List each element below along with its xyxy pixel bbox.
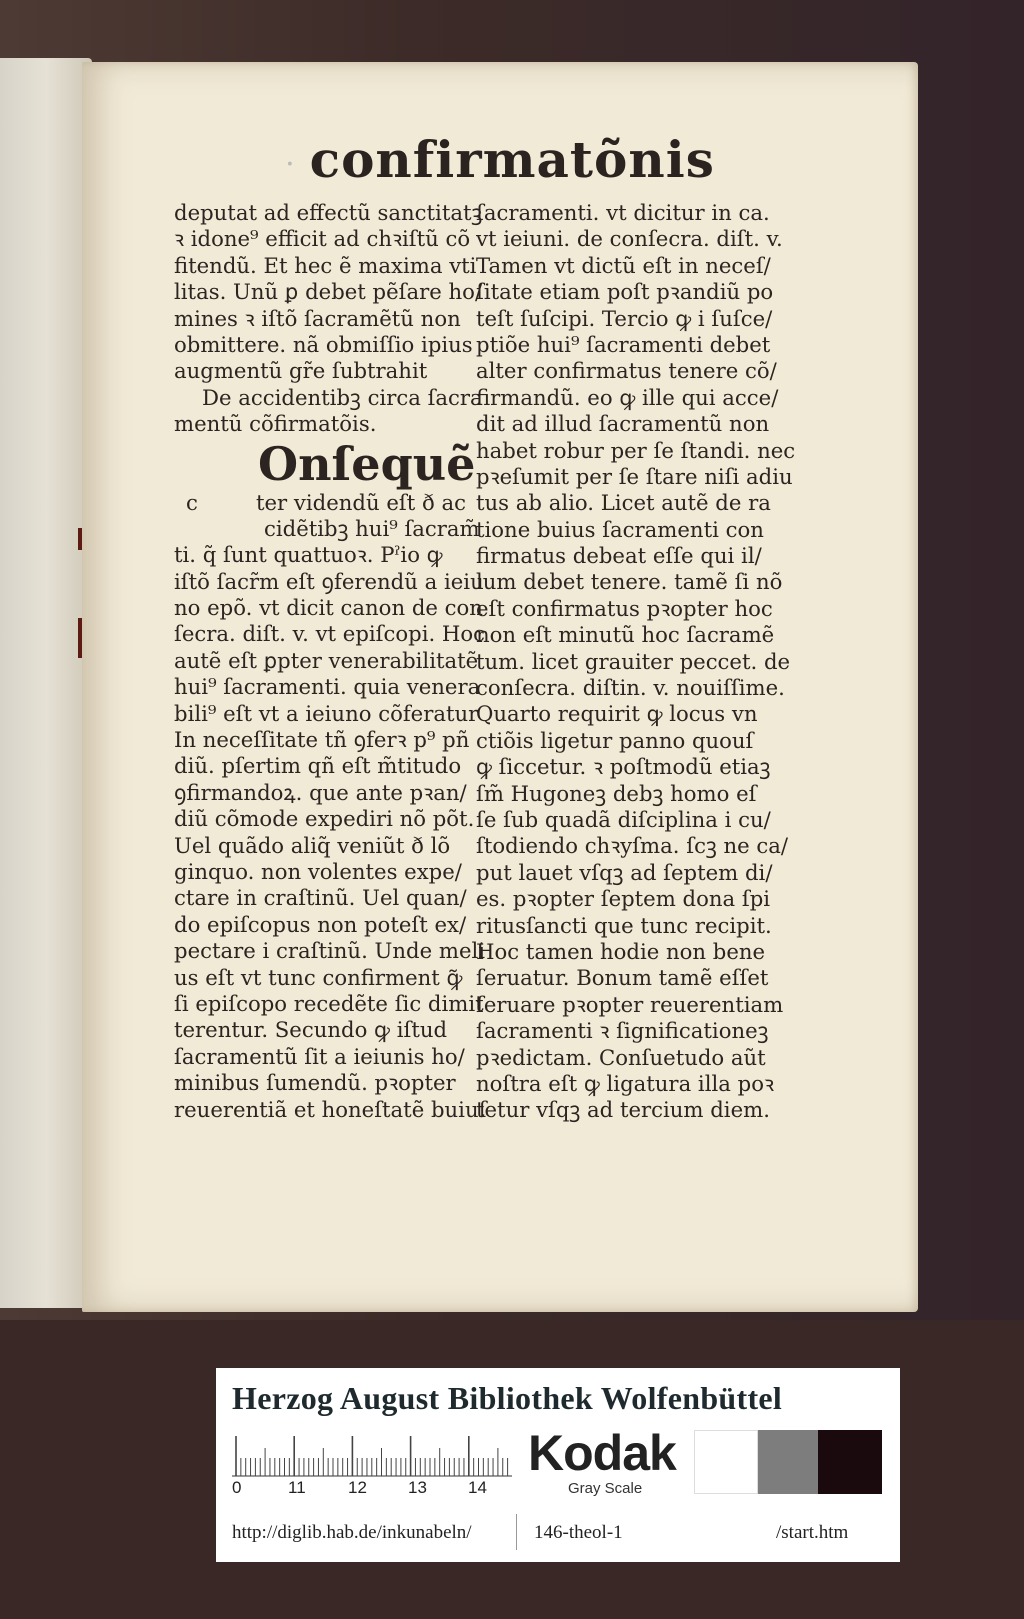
url-id: 146-theol-1: [534, 1522, 623, 1543]
gray-scale-label: Gray Scale: [568, 1480, 643, 1497]
text-line: reuerentiã et honeſtatẽ buiuſ: [174, 1096, 487, 1122]
text-line: Quarto requirit ꝙ locus vn: [476, 701, 758, 727]
facing-page-edge: [0, 58, 92, 1308]
text-line: conſecra. diſtin. v. nouiſſime.: [476, 675, 785, 701]
text-line: no epõ. vt dicit canon de con: [174, 595, 483, 621]
ruler-label: 11: [288, 1478, 306, 1497]
text-line: ꝛ idone⁹ efficit ad chꝛiſtũ cõ: [174, 226, 471, 252]
text-line: habet robur per ſe ſtandi. nec: [476, 437, 796, 463]
text-line: alter confirmatus tenere cõ/: [476, 358, 777, 384]
text-line: Uel quãdo aliq̃ veniũt ð lõ: [174, 832, 451, 858]
text-line: ſi epiſcopo recedẽte ſic dimit: [174, 990, 484, 1016]
decorated-initial: Onſequẽ: [258, 436, 476, 491]
text-line: ꝯfirmandoꝝ. que ante pꝛan/: [174, 779, 467, 805]
institution-name: Herzog August Bibliothek Wolfenbüttel: [232, 1380, 783, 1416]
text-line: ctare in craſtinũ. Uel quan/: [174, 885, 467, 911]
text-line: pꝛedictam. Conſuetudo aũt: [476, 1044, 766, 1070]
text-line: terentur. Secundo ꝙ iſtud: [174, 1017, 448, 1043]
page-title-text: confirmatõnis: [309, 130, 715, 189]
text-line: In neceſſitate tñ ꝯferꝛ p⁹ pñ: [174, 727, 470, 753]
book-page: [82, 62, 918, 1312]
kodak-logo: Kodak: [528, 1425, 676, 1481]
divider: [516, 1514, 517, 1550]
text-line: non eſt minutũ hoc ſacramẽ: [476, 622, 775, 648]
text-line: lum debet tenere. tamẽ ſi nõ: [476, 569, 783, 595]
section-heading-line: De accidentibꝫ circa ſacra: [202, 384, 483, 410]
text-line: put lauet vſqꝫ ad ſeptem di/: [476, 859, 773, 885]
ruler-label: 13: [408, 1478, 427, 1497]
text-line: minibus ſumendũ. pꝛopter: [174, 1070, 456, 1096]
text-line: ſtodiendo chꝛyſma. ſcꝫ ne ca/: [476, 833, 789, 859]
right-column: [476, 200, 836, 1124]
text-line: ctiõis ligetur panno quouſ: [476, 727, 754, 753]
text-line: diũ cõmode expediri nõ põt.: [174, 806, 475, 832]
section-heading-line: mentũ cõfirmatõis.: [174, 411, 377, 437]
guide-letter: c: [186, 489, 198, 515]
text-line: deputat ad effectũ sanctitatꝫ: [174, 200, 483, 225]
measurement-ruler: [232, 1430, 512, 1478]
swatch-gray: [758, 1430, 818, 1494]
page-title: [82, 130, 918, 189]
text-line: ptiõe hui⁹ ſacramenti debet: [476, 331, 771, 357]
text-line: pectare i craſtinũ. Unde meli: [174, 938, 486, 964]
text-line: bili⁹ eſt vt a ieiuno cõferatur: [174, 700, 479, 726]
text-line: ſitate etiam poſt pꝛandiũ po: [476, 279, 774, 305]
text-line: eſt confirmatus pꝛopter hoc: [476, 595, 773, 621]
swatch-black: [818, 1430, 882, 1494]
text-line: autẽ eſt ꝑpter venerabilitatẽ: [174, 647, 479, 673]
text-line: tione buius ſacramenti con: [476, 516, 764, 542]
text-line: us eſt vt tunc confirment ꝙ̃: [174, 964, 463, 990]
ruler-labels: [232, 1478, 512, 1504]
text-line: ſacramentũ ſit a ieiunis ho/: [174, 1043, 465, 1069]
text-line: dit ad illud ſacramentũ non: [476, 411, 770, 437]
text-line: Hoc tamen hodie non bene: [476, 938, 766, 964]
card-footer: [216, 1512, 900, 1552]
url-suffix: /start.htm: [776, 1522, 849, 1543]
text-line: ſacramenti ꝛ ſignificationeꝫ: [476, 1018, 769, 1044]
text-line: ginquo. non volentes expe/: [174, 858, 462, 884]
text-line: litas. Unũ ꝑ debet pẽſare ho/: [174, 279, 483, 305]
text-line: firmandũ. eo ꝙ ille qui acce/: [476, 384, 779, 410]
text-line: ſacramenti. vt dicitur in ca.: [476, 200, 770, 225]
text-line: mines ꝛ iſtõ ſacramẽtũ non: [174, 305, 461, 331]
text-line: ſm̃ Hugoneꝫ debꝫ homo eſ: [476, 780, 757, 806]
text-line: es. pꝛopter ſeptem dona ſpi: [476, 886, 771, 912]
text-line: noſtra eſt ꝙ ligatura illa poꝛ: [476, 1070, 774, 1096]
text-line: ſeruatur. Bonum tamẽ eſſet: [476, 965, 769, 991]
text-line: tum. licet grauiter peccet. de: [476, 648, 791, 674]
text-line: augmentũ gr̃e ſubtrahit: [174, 358, 428, 384]
faded-ornament: ·: [285, 146, 296, 182]
text-line: tetur vſqꝫ ad tercium diem.: [476, 1097, 770, 1123]
text-line: ſeruare pꝛopter reuerentiam: [476, 991, 784, 1017]
ruler-label: 0: [232, 1478, 242, 1497]
ruler-label: 12: [348, 1478, 367, 1497]
text-line: cidẽtibꝫ hui⁹ ſacram̃: [264, 515, 480, 541]
text-line: hui⁹ ſacramenti. quia venera: [174, 674, 481, 700]
text-line: do epiſcopus non poteſt ex/: [174, 911, 467, 937]
text-line: vt ieiuni. de conſecra. diſt. v.: [476, 226, 783, 252]
text-line: iſtõ ſacr̃m eſt ꝯferendũ a ieiu: [174, 568, 484, 594]
text-line: fitendũ. Et hec ẽ maxima vti: [174, 252, 477, 278]
text-line: pꝛeſumit per ſe ſtare niſi adiu: [476, 463, 793, 489]
color-calibration-card: [216, 1368, 900, 1562]
text-line: firmatus debeat eſſe qui il/: [476, 543, 762, 569]
ruler-label: 14: [468, 1478, 487, 1497]
url-base: http://diglib.hab.de/inkunabeln/: [232, 1522, 472, 1543]
text-line: ſecra. diſt. v. vt epiſcopi. Hoc: [174, 621, 486, 647]
text-line: ꝙ ſiccetur. ꝛ poſtmodũ etiaꝫ: [476, 754, 771, 780]
text-line: diũ. pſertim qñ eſt m̃titudo: [174, 753, 462, 779]
text-line: ti. q̃ ſunt quattuoꝛ. Pˀio ꝙ: [174, 542, 443, 568]
text-line: teſt ſuſcipi. Tercio ꝙ i ſuſce/: [476, 305, 773, 331]
text-line: ritusſancti que tunc recipit.: [476, 912, 772, 938]
text-line: tus ab alio. Licet autẽ de ra: [476, 490, 771, 516]
text-line: ſe ſub quadã diſciplina i cu/: [476, 806, 771, 832]
swatch-white: [694, 1430, 758, 1494]
text-line: obmittere. nã obmiſſio ipius: [174, 331, 473, 357]
text-line: Tamen vt dictũ eſt in neceſ/: [476, 252, 771, 278]
text-line: c ter videndũ eſt ð ac: [174, 490, 534, 516]
